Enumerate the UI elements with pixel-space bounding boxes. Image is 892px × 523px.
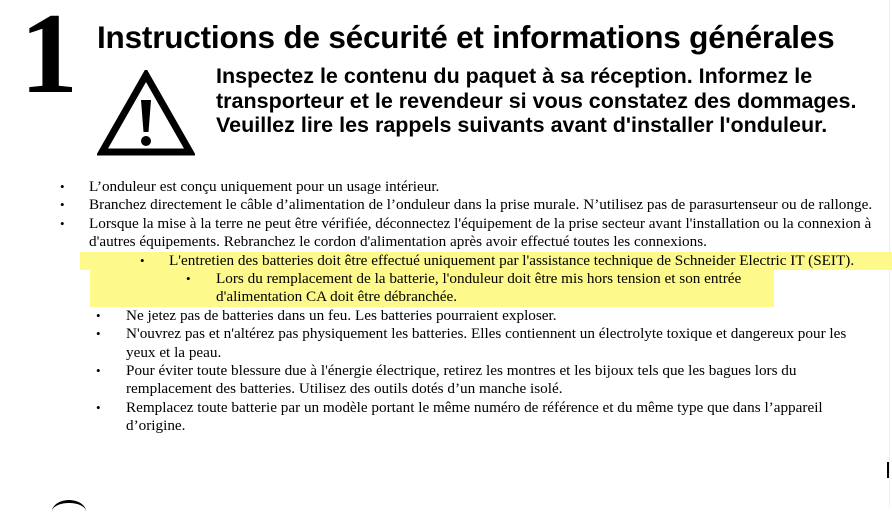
list-item-text: L’onduleur est conçu uniquement pour un usage intérieur. [89,178,440,195]
sub-list-item [0,362,892,399]
list-item-text: Branchez directement le câble d’alimentation de l’onduleur dans la prise murale. N’utilisez pas de parasurtenseur ou de rallonge. [89,196,873,214]
sub-list-item-text: Ne jetez pas de batteries dans un feu. Les batteries pourraient exploser. [126,306,557,324]
sub-list-item-highlighted [90,270,774,307]
bullet-icon: • [140,252,145,268]
list-item-text: Lorsque la mise à la terre ne peut être vérifiée, déconnectez l'équipement de la prise secteur avant l'installation ou la connexion à d'autres équipements. Rebranchez le cordon d'alimentation après avoir effectué toutes les connexions. [89,214,872,251]
bullet-icon: • [60,215,65,231]
bullet-icon: • [96,326,101,342]
bullet-icon: • [96,307,101,323]
sub-list-item-text: Pour éviter toute blessure due à l'énergie électrique, retirez les montres et les bijoux tels que les bagues lors du remplacement des batteries. Utilisez des outils dotés d’un manche isolé. [126,362,797,398]
notice-inspect-text: Inspectez le contenu du paquet à sa réception. Informez le transporteur et le revendeur si vous constatez des dommages. [216,64,857,113]
list-item [0,178,892,196]
next-chapter-number-fragment [52,500,86,523]
bullet-icon: • [186,271,191,287]
list-item-highlighted [80,252,892,270]
bullet-icon: • [96,399,101,415]
bullet-icon: • [60,197,65,213]
chapter-number: 1 [20,0,78,118]
list-item [0,196,892,214]
sub-list-item [0,399,892,436]
bullet-icon: • [96,363,101,379]
bullet-icon: • [60,179,65,194]
notice-read-text: Veuillez lire les rappels suivants avant d'installer l'onduleur. [216,113,828,137]
sub-list-item-text: Remplacez toute batterie par un modèle portant le même numéro de référence et du même type que dans l’appareil d’origine. [126,398,823,435]
page-edge [889,0,890,507]
inspection-notice [216,64,892,138]
warning-triangle-icon [97,70,195,158]
sub-list-item-text: Lors du remplacement de la batterie, l'onduleur doit être mis hors tension et son entrée d'alimentation CA doit être débranchée. [216,270,742,306]
page-title: Instructions de sécurité et informations générales [97,19,835,55]
sub-list-item [0,307,892,325]
list-item-text: L'entretien des batteries doit être effectué uniquement par l'assistance technique de Schneider Electric IT (SEIT). [169,251,855,269]
sub-list-item [0,325,892,362]
safety-list [0,178,892,436]
sub-list-item-text: N'ouvrez pas et n'altérez pas physiquement les batteries. Elles contiennent un électrolyte toxique et dangereux pour les yeux et la peau. [126,325,847,361]
list-item [0,215,892,252]
